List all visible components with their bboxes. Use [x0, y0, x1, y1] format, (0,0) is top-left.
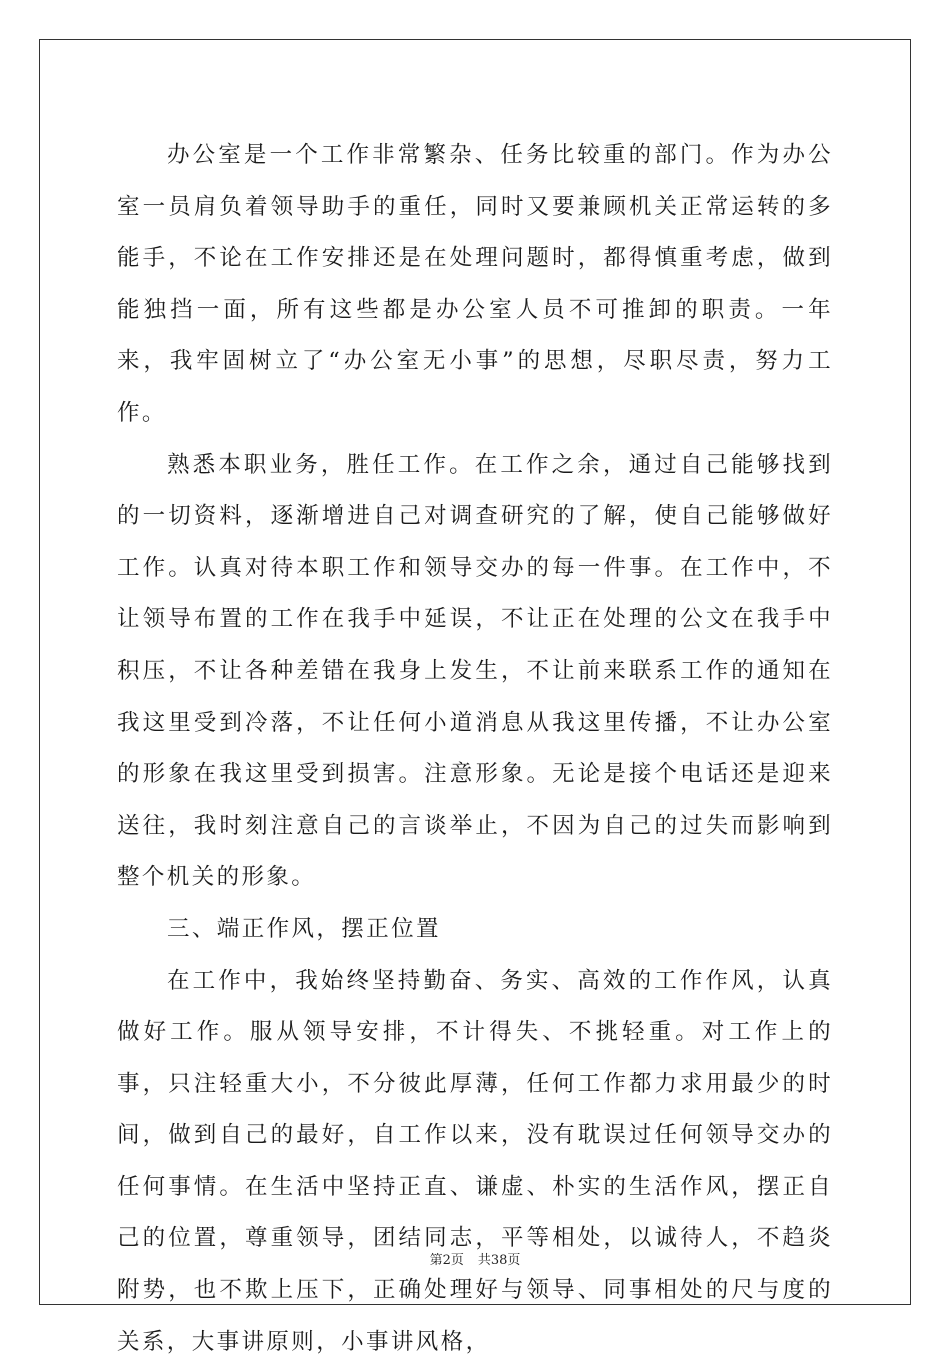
section-heading: 三、端正作风，摆正位置 — [117, 904, 833, 956]
document-body — [117, 130, 833, 1368]
page-number-total: 共38页 — [478, 1249, 521, 1268]
paragraph-1: 办公室是一个工作非常繁杂、任务比较重的部门。作为办公室一员肩负着领导助手的重任，同时又要兼顾机关正常运转的多能手，不论在工作安排还是在处理问题时，都得慎重考虑，做到能独挡一面，所有这些都是办公室人员不可推卸的职责。一年来，我牢固树立了“办公室无小事”的思想，尽职尽责，努力工作。 — [117, 130, 833, 440]
paragraph-3: 在工作中，我始终坚持勤奋、务实、高效的工作作风，认真做好工作。服从领导安排，不计得失、不挑轻重。对工作上的事，只注轻重大小，不分彼此厚薄，任何工作都力求用最少的时间，做到自己的最好，自工作以来，没有耽误过任何领导交办的任何事情。在生活中坚持正直、谦虚、朴实的生活作风，摆正自己的位置，尊重领导，团结同志，平等相处，以诚待人，不趋炎附势，也不欺上压下，正确处理好与领导、同事相处的尺与度的关系，大事讲原则，小事讲风格， — [117, 956, 833, 1368]
page-footer — [0, 1249, 950, 1268]
paragraph-2: 熟悉本职业务，胜任工作。在工作之余，通过自己能够找到的一切资料，逐渐增进自己对调查研究的了解，使自己能够做好工作。认真对待本职工作和领导交办的每一件事。在工作中，不让领导布置的工作在我手中延误，不让正在处理的公文在我手中积压，不让各种差错在我身上发生，不让前来联系工作的通知在我这里受到冷落，不让任何小道消息从我这里传播，不让办公室的形象在我这里受到损害。注意形象。无论是接个电话还是迎来送往，我时刻注意自己的言谈举止，不因为自己的过失而影响到整个机关的形象。 — [117, 440, 833, 904]
page-number-current: 第2页 — [430, 1249, 464, 1268]
